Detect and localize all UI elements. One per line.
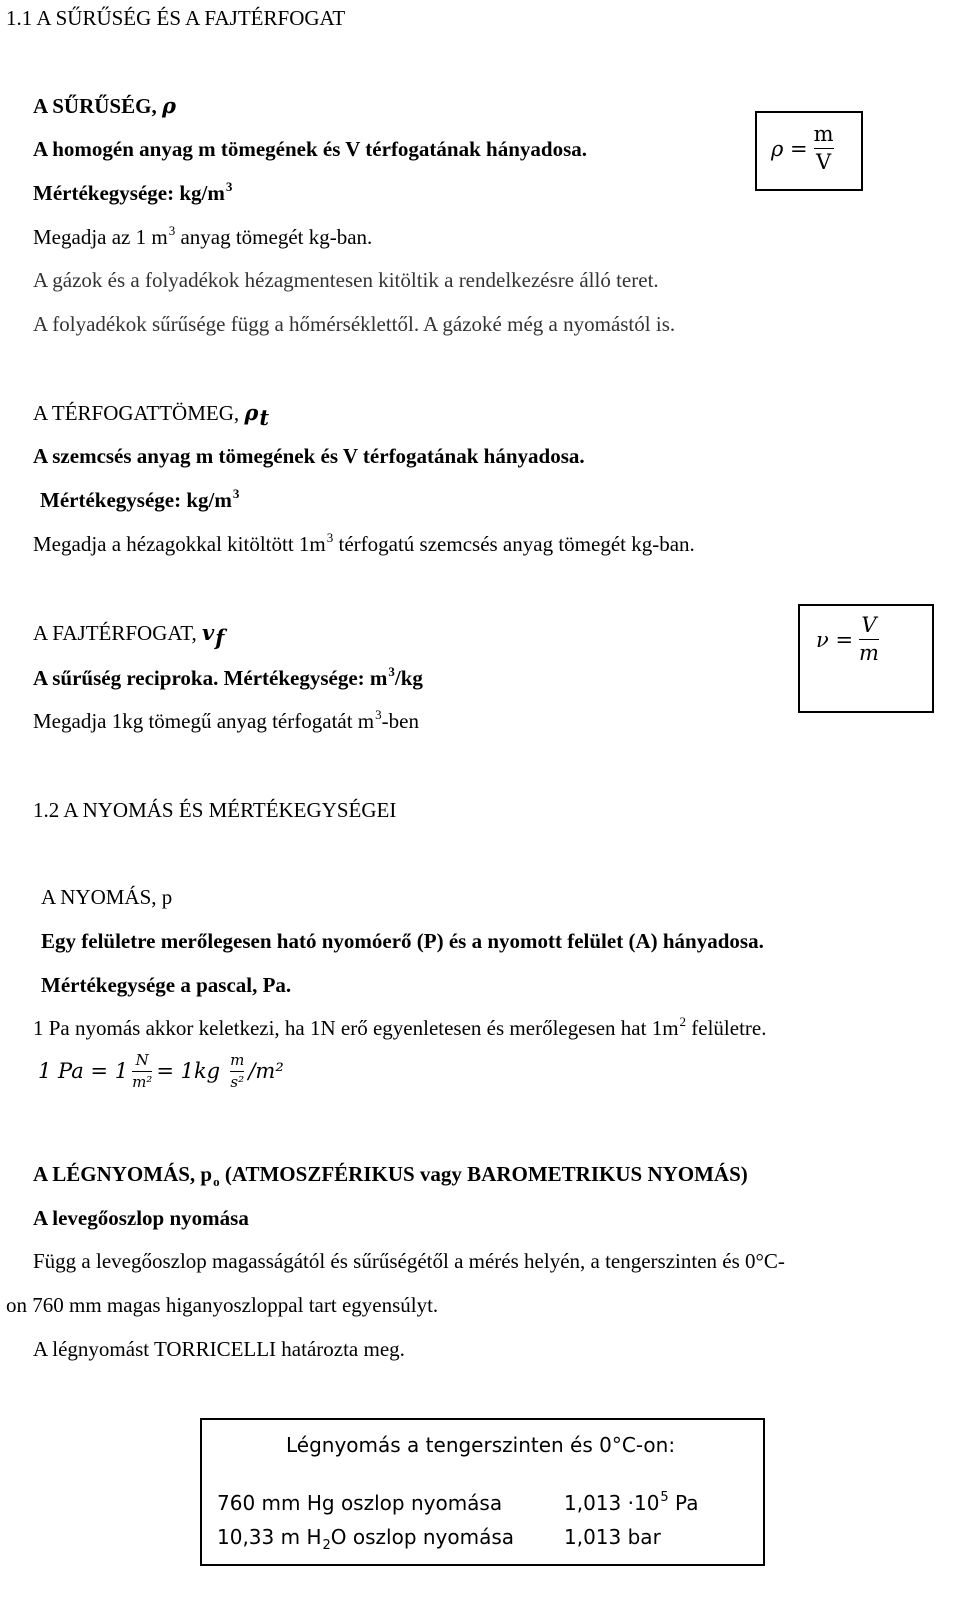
specific-volume-desc-a: Megadja 1kg tömegű anyag térfogatát m xyxy=(33,709,375,733)
bulk-density-heading-text: A TÉRFOGATTÖMEG, xyxy=(33,401,245,425)
density-formula-num: m xyxy=(813,122,834,146)
density-formula-lhs: ρ = xyxy=(771,136,808,161)
density-formula-fraction xyxy=(814,123,834,174)
table-row-1-value xyxy=(564,1490,699,1515)
pressure-formula-frac1-num: N xyxy=(135,1051,149,1069)
density-heading-text: A SŰRŰSÉG, xyxy=(33,94,162,118)
specific-volume-def-exp: 3 xyxy=(388,664,395,679)
pressure-formula-frac1 xyxy=(132,1052,152,1090)
pressure-formula-part2: = 1kg xyxy=(156,1059,221,1083)
density-desc-3: A folyadékok sűrűsége függ a hőmérséklettől. A gázoké még a nyomástól is. xyxy=(33,312,676,336)
specific-volume-symbol-sub: f xyxy=(215,625,225,650)
table-row-2-label-sub: 2 xyxy=(322,1538,331,1553)
density-unit-exp: 3 xyxy=(225,179,233,194)
bulk-density-desc-exp: 3 xyxy=(326,530,334,545)
specific-volume-heading-text: A FAJTÉRFOGAT, xyxy=(33,621,202,645)
table-row-1-value-exp: 5 xyxy=(660,1490,669,1505)
pressure-formula-frac1-den: m² xyxy=(132,1072,153,1091)
pressure-formula-frac2-num: m xyxy=(230,1051,245,1069)
table-row-2-label-a: 10,33 m H xyxy=(217,1525,322,1549)
bulk-density-desc-a: Megadja a hézagokkal kitöltött 1m xyxy=(33,532,326,556)
specific-volume-symbol: v xyxy=(202,620,215,645)
pressure-desc-b: felületre. xyxy=(686,1016,767,1040)
density-desc-1 xyxy=(33,223,373,249)
sea-level-pressure-title: Légnyomás a tengerszinten és 0°C-on: xyxy=(286,1433,676,1457)
atmospheric-heading-b: (ATMOSZFÉRIKUS vagy BAROMETRIKUS NYOMÁS) xyxy=(219,1162,748,1186)
density-definition: A homogén anyag m tömegének és V térfogatának hányadosa. xyxy=(33,137,587,161)
table-row-2-value: 1,013 bar xyxy=(564,1525,661,1549)
density-unit-label: Mértékegysége: kg/m xyxy=(33,181,225,205)
bulk-density-desc xyxy=(33,530,695,556)
density-formula-den: V xyxy=(816,150,832,175)
specific-volume-def-a: A sűrűség reciproka. Mértékegysége: m xyxy=(33,666,388,690)
bulk-density-symbol: ρ xyxy=(244,400,259,425)
bulk-density-unit xyxy=(40,486,240,512)
pressure-desc-a: 1 Pa nyomás akkor keletkezi, ha 1N erő egyenletesen és merőlegesen hat 1m xyxy=(33,1016,679,1040)
density-desc-1-a: Megadja az 1 m xyxy=(33,225,168,249)
specific-volume-def-b: /kg xyxy=(394,666,423,690)
section-title-1-2: 1.2 A NYOMÁS ÉS MÉRTÉKEGYSÉGEI xyxy=(33,798,397,822)
sea-level-pressure-box xyxy=(200,1418,765,1566)
table-row-2-label-b: O oszlop nyomása xyxy=(330,1525,515,1549)
bulk-density-unit-exp: 3 xyxy=(232,486,240,501)
pressure-heading: A NYOMÁS, p xyxy=(41,885,173,909)
specific-volume-heading xyxy=(33,620,225,650)
fraction-bar xyxy=(230,1071,244,1072)
atmospheric-desc-1: Függ a levegőoszlop magasságától és sűrűségétől a mérés helyén, a tengerszinten és 0°C- xyxy=(33,1249,785,1273)
fraction-bar xyxy=(814,148,834,149)
atmospheric-heading-sub: o xyxy=(213,1174,220,1189)
table-row-1-value-a: 1,013 ·10 xyxy=(564,1491,660,1515)
density-desc-1-b: anyag tömegét kg-ban. xyxy=(175,225,373,249)
density-desc-1-exp: 3 xyxy=(168,223,176,238)
pressure-formula xyxy=(38,1052,284,1090)
atmospheric-desc-3: A légnyomást TORRICELLI határozta meg. xyxy=(33,1337,405,1361)
pressure-formula-frac2 xyxy=(230,1052,244,1090)
section-title-1-1: 1.1 A SŰRŰSÉG ÉS A FAJTÉRFOGAT xyxy=(6,6,346,30)
bulk-density-desc-b: térfogatú szemcsés anyag tömegét kg-ban. xyxy=(333,532,695,556)
atmospheric-subheading: A levegőoszlop nyomása xyxy=(33,1206,249,1230)
pressure-formula-part1: 1 Pa = 1 xyxy=(38,1059,129,1083)
bulk-density-unit-label: Mértékegysége: kg/m xyxy=(40,488,232,512)
pressure-desc xyxy=(33,1014,767,1040)
specific-volume-definition xyxy=(33,664,423,690)
table-row-1-label: 760 mm Hg oszlop nyomása xyxy=(217,1491,503,1515)
table-row-2-label xyxy=(217,1525,515,1553)
fraction-bar xyxy=(132,1071,152,1072)
specific-volume-desc-b: -ben xyxy=(381,709,419,733)
specific-volume-desc xyxy=(33,707,419,733)
bulk-density-symbol-sub: t xyxy=(259,405,270,430)
pressure-formula-part3: /m² xyxy=(248,1059,284,1083)
density-desc-2: A gázok és a folyadékok hézagmentesen kitöltik a rendelkezésre álló teret. xyxy=(33,268,659,292)
bulk-density-definition: A szemcsés anyag m tömegének és V térfogatának hányadosa. xyxy=(33,444,585,468)
density-formula xyxy=(771,123,834,174)
density-heading xyxy=(33,95,176,117)
specific-volume-desc-exp: 3 xyxy=(375,707,382,722)
atmospheric-desc-2: on 760 mm magas higanyoszloppal tart egyensúlyt. xyxy=(6,1293,439,1317)
table-row-1-value-b: Pa xyxy=(668,1491,699,1515)
density-unit xyxy=(33,179,233,205)
specific-volume-formula-den: m xyxy=(859,641,879,666)
specific-volume-formula-lhs: ν = xyxy=(816,627,854,652)
bulk-density-heading xyxy=(33,400,270,430)
fraction-bar xyxy=(859,639,879,640)
pressure-definition: Egy felületre merőlegesen ható nyomóerő (P) és a nyomott felület (A) hányadosa. xyxy=(41,929,764,953)
pressure-desc-exp: 2 xyxy=(679,1014,687,1029)
pressure-unit: Mértékegysége a pascal, Pa. xyxy=(41,973,292,997)
specific-volume-formula-box xyxy=(798,604,934,713)
specific-volume-formula xyxy=(816,614,879,665)
atmospheric-heading-a: A LÉGNYOMÁS, p xyxy=(33,1162,213,1186)
density-formula-box xyxy=(755,111,863,191)
atmospheric-heading xyxy=(33,1162,748,1189)
density-symbol: ρ xyxy=(161,93,176,118)
specific-volume-formula-num: V xyxy=(861,613,877,637)
pressure-formula-frac2-den: s² xyxy=(230,1072,245,1091)
specific-volume-formula-fraction xyxy=(859,614,879,665)
